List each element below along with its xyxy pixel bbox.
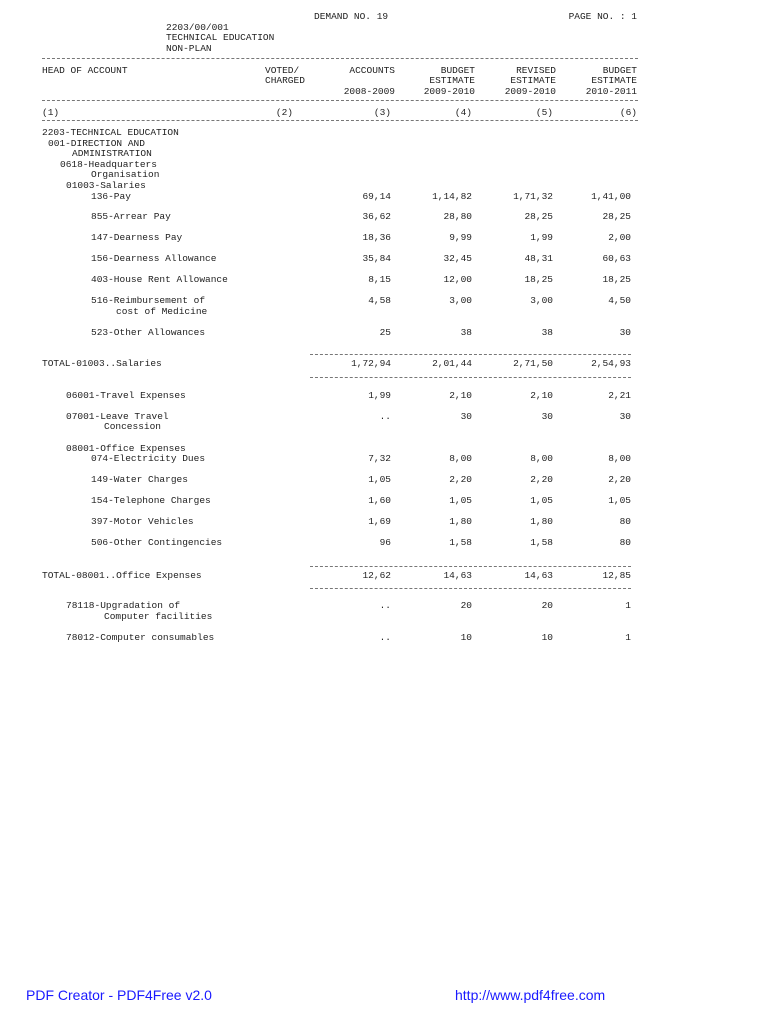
col-num-2: (2) bbox=[275, 107, 293, 118]
row-revised: 1,05 bbox=[530, 495, 553, 506]
row-budget: 38 bbox=[460, 327, 472, 338]
row-budget: 2,20 bbox=[449, 474, 472, 485]
row-accounts: 4,58 bbox=[368, 295, 391, 306]
row-budget-next: 80 bbox=[619, 537, 631, 548]
row-budget-next: 80 bbox=[619, 516, 631, 527]
row-label: TOTAL-01003..Salaries bbox=[42, 358, 162, 369]
rule-numbers-bottom bbox=[42, 120, 638, 121]
section-minor-head: 001-DIRECTION AND bbox=[48, 138, 145, 149]
row-accounts: 8,15 bbox=[368, 274, 391, 285]
footer-website-link[interactable]: http://www.pdf4free.com bbox=[455, 987, 606, 1003]
row-label-cont: Concession bbox=[104, 421, 162, 432]
row-budget: 14,63 bbox=[443, 570, 472, 581]
row-label: 149-Water Charges bbox=[91, 474, 188, 485]
col-num-3: (3) bbox=[373, 107, 391, 118]
row-budget: 20 bbox=[460, 600, 472, 611]
row-accounts: 1,60 bbox=[368, 495, 391, 506]
plan-type: NON-PLAN bbox=[166, 43, 212, 54]
row-label: 78012-Computer consumables bbox=[66, 632, 215, 643]
row-budget-next: 1 bbox=[625, 600, 631, 611]
row-budget: 2,01,44 bbox=[432, 358, 472, 369]
col-charged: CHARGED bbox=[265, 75, 305, 86]
rule-total-salaries-top bbox=[310, 354, 631, 355]
row-revised: 38 bbox=[541, 327, 553, 338]
row-label: 506-Other Contingencies bbox=[91, 537, 223, 548]
row-revised: 2,71,50 bbox=[513, 358, 553, 369]
row-budget-next: 2,54,93 bbox=[591, 358, 631, 369]
demand-number: DEMAND NO. 19 bbox=[314, 11, 389, 22]
row-label: TOTAL-08001..Office Expenses bbox=[42, 570, 202, 581]
row-budget-next: 2,21 bbox=[608, 390, 631, 401]
rule-top bbox=[42, 58, 638, 59]
col-budget-year: 2009-2010 bbox=[423, 86, 475, 97]
col-num-5: (5) bbox=[535, 107, 553, 118]
row-budget: 32,45 bbox=[443, 253, 472, 264]
row-accounts: 96 bbox=[379, 537, 391, 548]
row-revised: 1,80 bbox=[530, 516, 553, 527]
row-revised: 1,99 bbox=[530, 232, 553, 243]
row-accounts: .. bbox=[379, 411, 391, 422]
row-budget: 28,80 bbox=[443, 211, 472, 222]
row-budget-next: 1 bbox=[625, 632, 631, 643]
col-budget-next-estimate: ESTIMATE bbox=[591, 75, 637, 86]
row-budget: 3,00 bbox=[449, 295, 472, 306]
row-label-cont: Computer facilities bbox=[104, 611, 213, 622]
row-label-cont: 074-Electricity Dues bbox=[91, 453, 206, 464]
page-number: PAGE NO. : 1 bbox=[568, 11, 637, 22]
row-label: 08001-Office Expenses bbox=[66, 443, 186, 454]
row-accounts: 7,32 bbox=[368, 453, 391, 464]
row-accounts: .. bbox=[379, 632, 391, 643]
row-label: 07001-Leave Travel bbox=[66, 411, 169, 422]
rule-total-office-top bbox=[310, 566, 631, 567]
rule-total-salaries-bottom bbox=[310, 377, 631, 378]
section-major-head: 2203-TECHNICAL EDUCATION bbox=[42, 127, 179, 138]
row-revised: 14,63 bbox=[524, 570, 553, 581]
row-budget-next: 2,20 bbox=[608, 474, 631, 485]
row-budget-next: 8,00 bbox=[608, 453, 631, 464]
row-accounts: .. bbox=[379, 600, 391, 611]
col-num-4: (4) bbox=[454, 107, 472, 118]
row-revised: 1,71,32 bbox=[513, 191, 553, 202]
row-label: 403-House Rent Allowance bbox=[91, 274, 228, 285]
section-detailed-head: 01003-Salaries bbox=[66, 180, 146, 191]
row-accounts: 35,84 bbox=[362, 253, 391, 264]
col-accounts-year: 2008-2009 bbox=[343, 86, 395, 97]
row-budget: 2,10 bbox=[449, 390, 472, 401]
row-budget-next: 12,85 bbox=[602, 570, 631, 581]
row-revised: 2,10 bbox=[530, 390, 553, 401]
col-num-1: (1) bbox=[42, 107, 60, 118]
row-budget: 10 bbox=[460, 632, 472, 643]
col-budget-next-year: 2010-2011 bbox=[585, 86, 637, 97]
row-label: 147-Dearness Pay bbox=[91, 232, 183, 243]
col-revised-estimate: ESTIMATE bbox=[510, 75, 556, 86]
row-budget-next: 4,50 bbox=[608, 295, 631, 306]
row-budget-next: 1,05 bbox=[608, 495, 631, 506]
row-revised: 18,25 bbox=[524, 274, 553, 285]
row-accounts: 18,36 bbox=[362, 232, 391, 243]
row-budget: 1,14,82 bbox=[432, 191, 472, 202]
col-revised: REVISED bbox=[516, 65, 556, 76]
row-label: 516-Reimbursement of bbox=[91, 295, 206, 306]
row-accounts: 1,05 bbox=[368, 474, 391, 485]
section-sub-head-cont: Organisation bbox=[91, 169, 160, 180]
row-accounts: 1,99 bbox=[368, 390, 391, 401]
row-label: 154-Telephone Charges bbox=[91, 495, 211, 506]
row-budget-next: 28,25 bbox=[602, 211, 631, 222]
row-accounts: 25 bbox=[379, 327, 391, 338]
col-budget: BUDGET bbox=[440, 65, 475, 76]
col-num-6: (6) bbox=[619, 107, 637, 118]
row-budget: 12,00 bbox=[443, 274, 472, 285]
row-accounts: 69,14 bbox=[362, 191, 391, 202]
row-accounts: 1,72,94 bbox=[351, 358, 391, 369]
row-revised: 2,20 bbox=[530, 474, 553, 485]
footer-creator-link[interactable]: PDF Creator - PDF4Free v2.0 bbox=[26, 987, 212, 1003]
row-label: 397-Motor Vehicles bbox=[91, 516, 194, 527]
row-revised: 48,31 bbox=[524, 253, 553, 264]
col-voted: VOTED/ bbox=[265, 65, 300, 76]
row-label: 06001-Travel Expenses bbox=[66, 390, 186, 401]
row-label: 78118-Upgradation of bbox=[66, 600, 181, 611]
row-budget-next: 30 bbox=[619, 411, 631, 422]
row-budget-next: 18,25 bbox=[602, 274, 631, 285]
row-budget: 1,80 bbox=[449, 516, 472, 527]
row-revised: 10 bbox=[541, 632, 553, 643]
row-label: 156-Dearness Allowance bbox=[91, 253, 217, 264]
row-label-cont: cost of Medicine bbox=[116, 306, 208, 317]
section-sub-head: 0618-Headquarters bbox=[60, 159, 157, 170]
row-revised: 28,25 bbox=[524, 211, 553, 222]
row-accounts: 1,69 bbox=[368, 516, 391, 527]
row-revised: 30 bbox=[541, 411, 553, 422]
col-head-of-account: HEAD OF ACCOUNT bbox=[42, 65, 128, 76]
row-revised: 1,58 bbox=[530, 537, 553, 548]
row-label: 855-Arrear Pay bbox=[91, 211, 171, 222]
row-budget-next: 30 bbox=[619, 327, 631, 338]
department-name: TECHNICAL EDUCATION bbox=[166, 32, 275, 43]
row-accounts: 36,62 bbox=[362, 211, 391, 222]
row-budget: 1,05 bbox=[449, 495, 472, 506]
row-budget: 1,58 bbox=[449, 537, 472, 548]
row-budget: 30 bbox=[460, 411, 472, 422]
section-minor-head-cont: ADMINISTRATION bbox=[72, 148, 152, 159]
row-revised: 8,00 bbox=[530, 453, 553, 464]
col-budget-estimate: ESTIMATE bbox=[429, 75, 475, 86]
row-budget-next: 1,41,00 bbox=[591, 191, 631, 202]
col-budget-next: BUDGET bbox=[602, 65, 637, 76]
row-revised: 3,00 bbox=[530, 295, 553, 306]
row-accounts: 12,62 bbox=[362, 570, 391, 581]
row-revised: 20 bbox=[541, 600, 553, 611]
row-budget-next: 2,00 bbox=[608, 232, 631, 243]
row-label: 136-Pay bbox=[91, 191, 131, 202]
row-budget: 9,99 bbox=[449, 232, 472, 243]
head-code: 2203/00/001 bbox=[166, 22, 229, 33]
rule-header-bottom bbox=[42, 100, 638, 101]
row-label: 523-Other Allowances bbox=[91, 327, 206, 338]
rule-total-office-bottom bbox=[310, 588, 631, 589]
col-revised-year: 2009-2010 bbox=[504, 86, 556, 97]
row-budget-next: 60,63 bbox=[602, 253, 631, 264]
col-accounts: ACCOUNTS bbox=[349, 65, 395, 76]
row-budget: 8,00 bbox=[449, 453, 472, 464]
